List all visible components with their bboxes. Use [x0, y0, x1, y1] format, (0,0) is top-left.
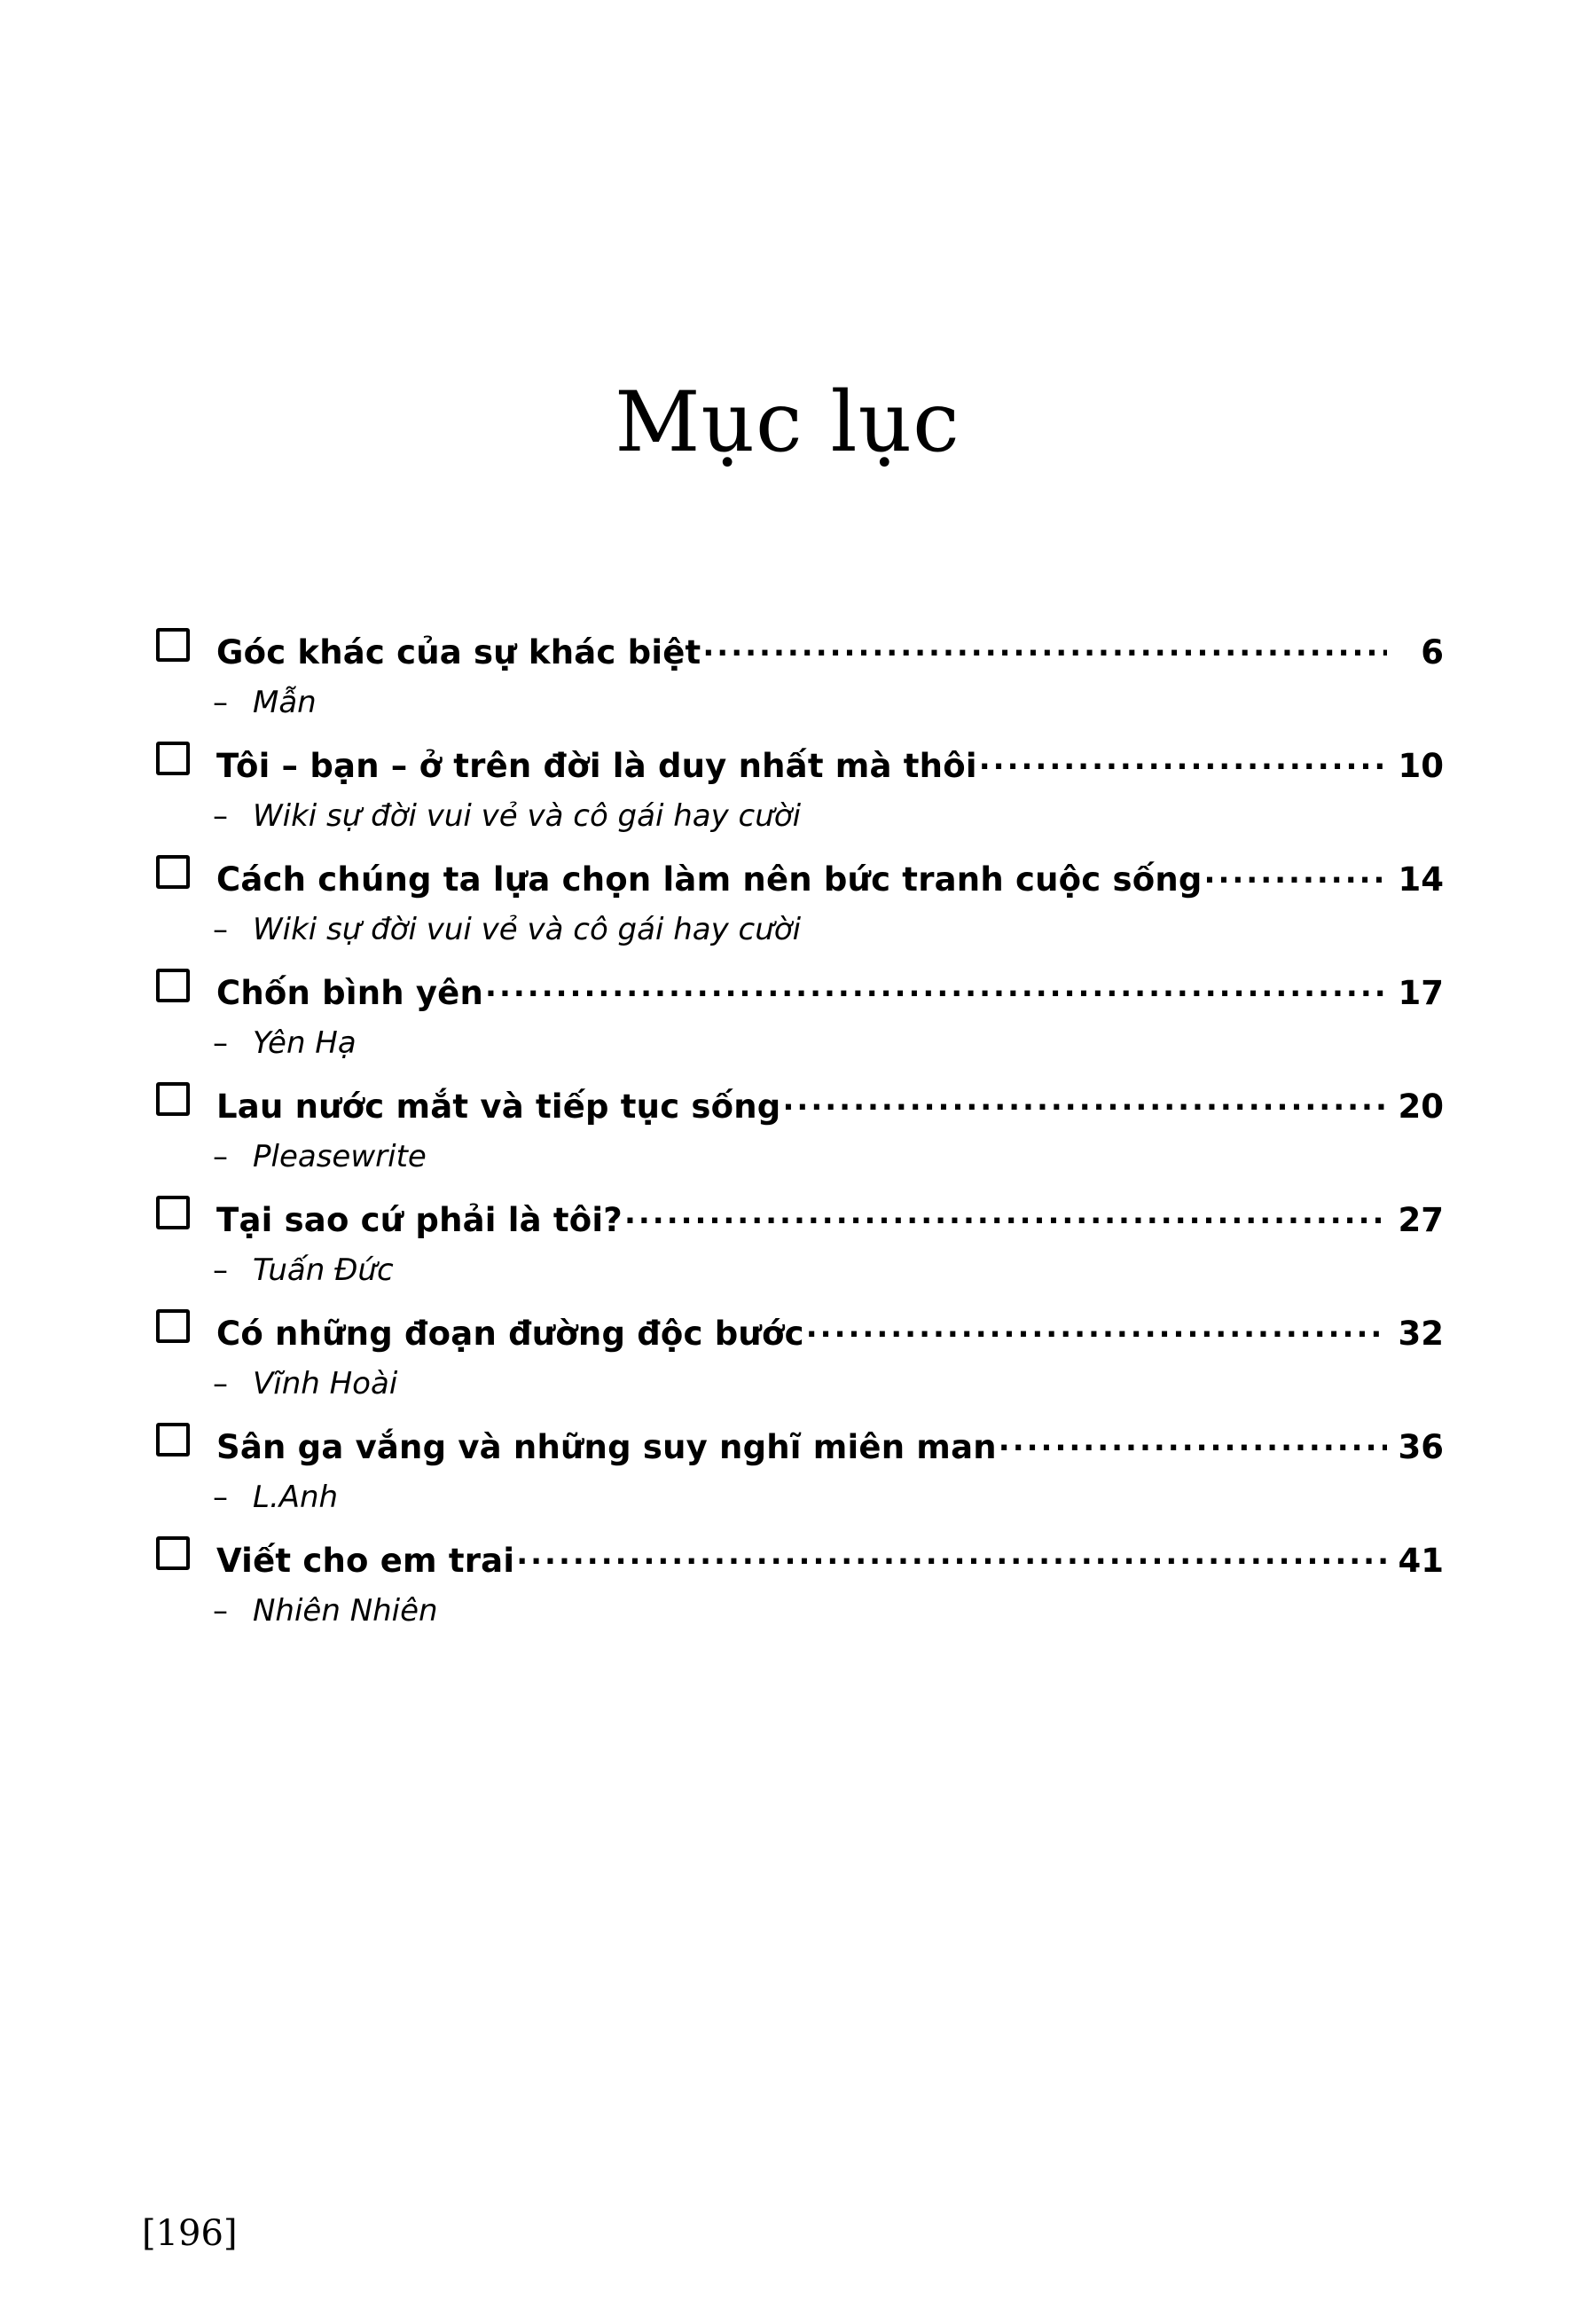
toc-entry-title: Viết cho em trai [216, 1542, 515, 1580]
toc-entry-row[interactable] [156, 970, 1444, 1012]
dash-glyph: – [213, 1139, 228, 1174]
toc-entry-author-row [213, 1025, 1444, 1061]
dot-leader [806, 1312, 1387, 1345]
toc-entry-title: Tôi – bạn – ở trên đời là duy nhất mà thôi [216, 747, 977, 785]
toc-entry-row[interactable] [156, 1311, 1444, 1353]
toc-entry-title: Sân ga vắng và những suy nghĩ miên man [216, 1428, 997, 1466]
dot-leader [702, 631, 1387, 663]
toc-entry-row[interactable] [156, 1197, 1444, 1237]
toc-entry-row[interactable] [156, 857, 1444, 899]
toc-entry-title: Cách chúng ta lựa chọn làm nên bức tranh cuộc sống [216, 860, 1203, 899]
toc-entry-author: Tuấn Đức [253, 1252, 394, 1288]
toc-entry-title: Tại sao cứ phải là tôi? [216, 1201, 623, 1239]
dot-leader [624, 1198, 1387, 1231]
toc-entry-page: 41 [1398, 1542, 1444, 1580]
dot-leader [999, 1425, 1387, 1458]
toc-entry [156, 1425, 1444, 1515]
toc-entry-author: Vĩnh Hoài [253, 1366, 398, 1401]
dash-glyph: – [213, 1252, 228, 1288]
toc-entry-title: Góc khác của sự khác biệt [216, 633, 701, 671]
dash-glyph: – [213, 1366, 228, 1401]
toc-entry-row[interactable] [156, 743, 1444, 785]
toc-entry-author-row [213, 1252, 1444, 1288]
toc-entry [156, 1084, 1444, 1174]
checkbox-square-icon [156, 855, 190, 889]
checkbox-square-icon [156, 1196, 190, 1229]
toc-entry-page: 36 [1398, 1428, 1444, 1466]
toc-entry-author: Yên Hạ [253, 1025, 357, 1061]
toc-entry-row[interactable] [156, 1538, 1444, 1580]
dash-glyph: – [213, 798, 228, 834]
toc-entry-author: Mẫn [253, 685, 317, 720]
toc-entry-author: Wiki sự đời vui vẻ và cô gái hay cười [253, 912, 802, 947]
checkbox-square-icon [156, 1309, 190, 1343]
toc-entry [156, 1197, 1444, 1288]
checkbox-square-icon [156, 1423, 190, 1456]
toc-entry-author-row [213, 1593, 1444, 1629]
toc-entry [156, 970, 1444, 1061]
toc-entry-author: Pleasewrite [253, 1139, 427, 1174]
toc-entry-author: Nhiên Nhiên [253, 1593, 438, 1629]
dash-glyph: – [213, 912, 228, 947]
toc-entry-author-row [213, 912, 1444, 947]
dot-leader [485, 971, 1387, 1004]
toc-entry-page: 32 [1398, 1315, 1444, 1353]
dash-glyph: – [213, 1593, 228, 1629]
toc-entry-row[interactable] [156, 1084, 1444, 1126]
toc-entry [156, 630, 1444, 720]
toc-entry-page: 17 [1398, 974, 1444, 1012]
toc-entry-row[interactable] [156, 630, 1444, 669]
toc-entry-author-row [213, 1480, 1444, 1515]
toc-entry [156, 857, 1444, 947]
page-folio: [196] [142, 2213, 238, 2254]
dash-glyph: – [213, 685, 228, 720]
dash-glyph: – [213, 1480, 228, 1515]
checkbox-square-icon [156, 1082, 190, 1116]
toc-entry-page: 20 [1398, 1087, 1444, 1126]
toc-entry-page: 27 [1398, 1201, 1444, 1239]
toc-entry-page: 10 [1398, 747, 1444, 785]
toc-entry-author-row [213, 685, 1444, 720]
toc-entry-author: L.Anh [253, 1480, 339, 1515]
toc-entry [156, 1538, 1444, 1629]
toc-entry [156, 1311, 1444, 1401]
toc-entry-title: Lau nước mắt và tiếp tục sống [216, 1087, 781, 1126]
dash-glyph: – [213, 1025, 228, 1061]
checkbox-square-icon [156, 742, 190, 775]
dot-leader [1204, 858, 1387, 891]
page-title: Mục lục [615, 374, 960, 471]
toc-entry-page: 14 [1398, 860, 1444, 899]
toc-entry-author-row [213, 1366, 1444, 1401]
toc-entry-author-row [213, 798, 1444, 834]
toc-entry-author-row [213, 1139, 1444, 1174]
checkbox-square-icon [156, 969, 190, 1002]
toc-entry [156, 743, 1444, 834]
toc-entry-title: Có những đoạn đường độc bước [216, 1315, 804, 1353]
table-of-contents [156, 630, 1444, 1652]
dot-leader [782, 1085, 1387, 1118]
checkbox-square-icon [156, 628, 190, 662]
toc-entry-page: 6 [1421, 633, 1444, 671]
checkbox-square-icon [156, 1536, 190, 1570]
toc-entry-row[interactable] [156, 1425, 1444, 1464]
dot-leader [516, 1539, 1387, 1572]
dot-leader [979, 744, 1387, 777]
toc-entry-title: Chốn bình yên [216, 974, 484, 1012]
toc-entry-author: Wiki sự đời vui vẻ và cô gái hay cười [253, 798, 802, 834]
